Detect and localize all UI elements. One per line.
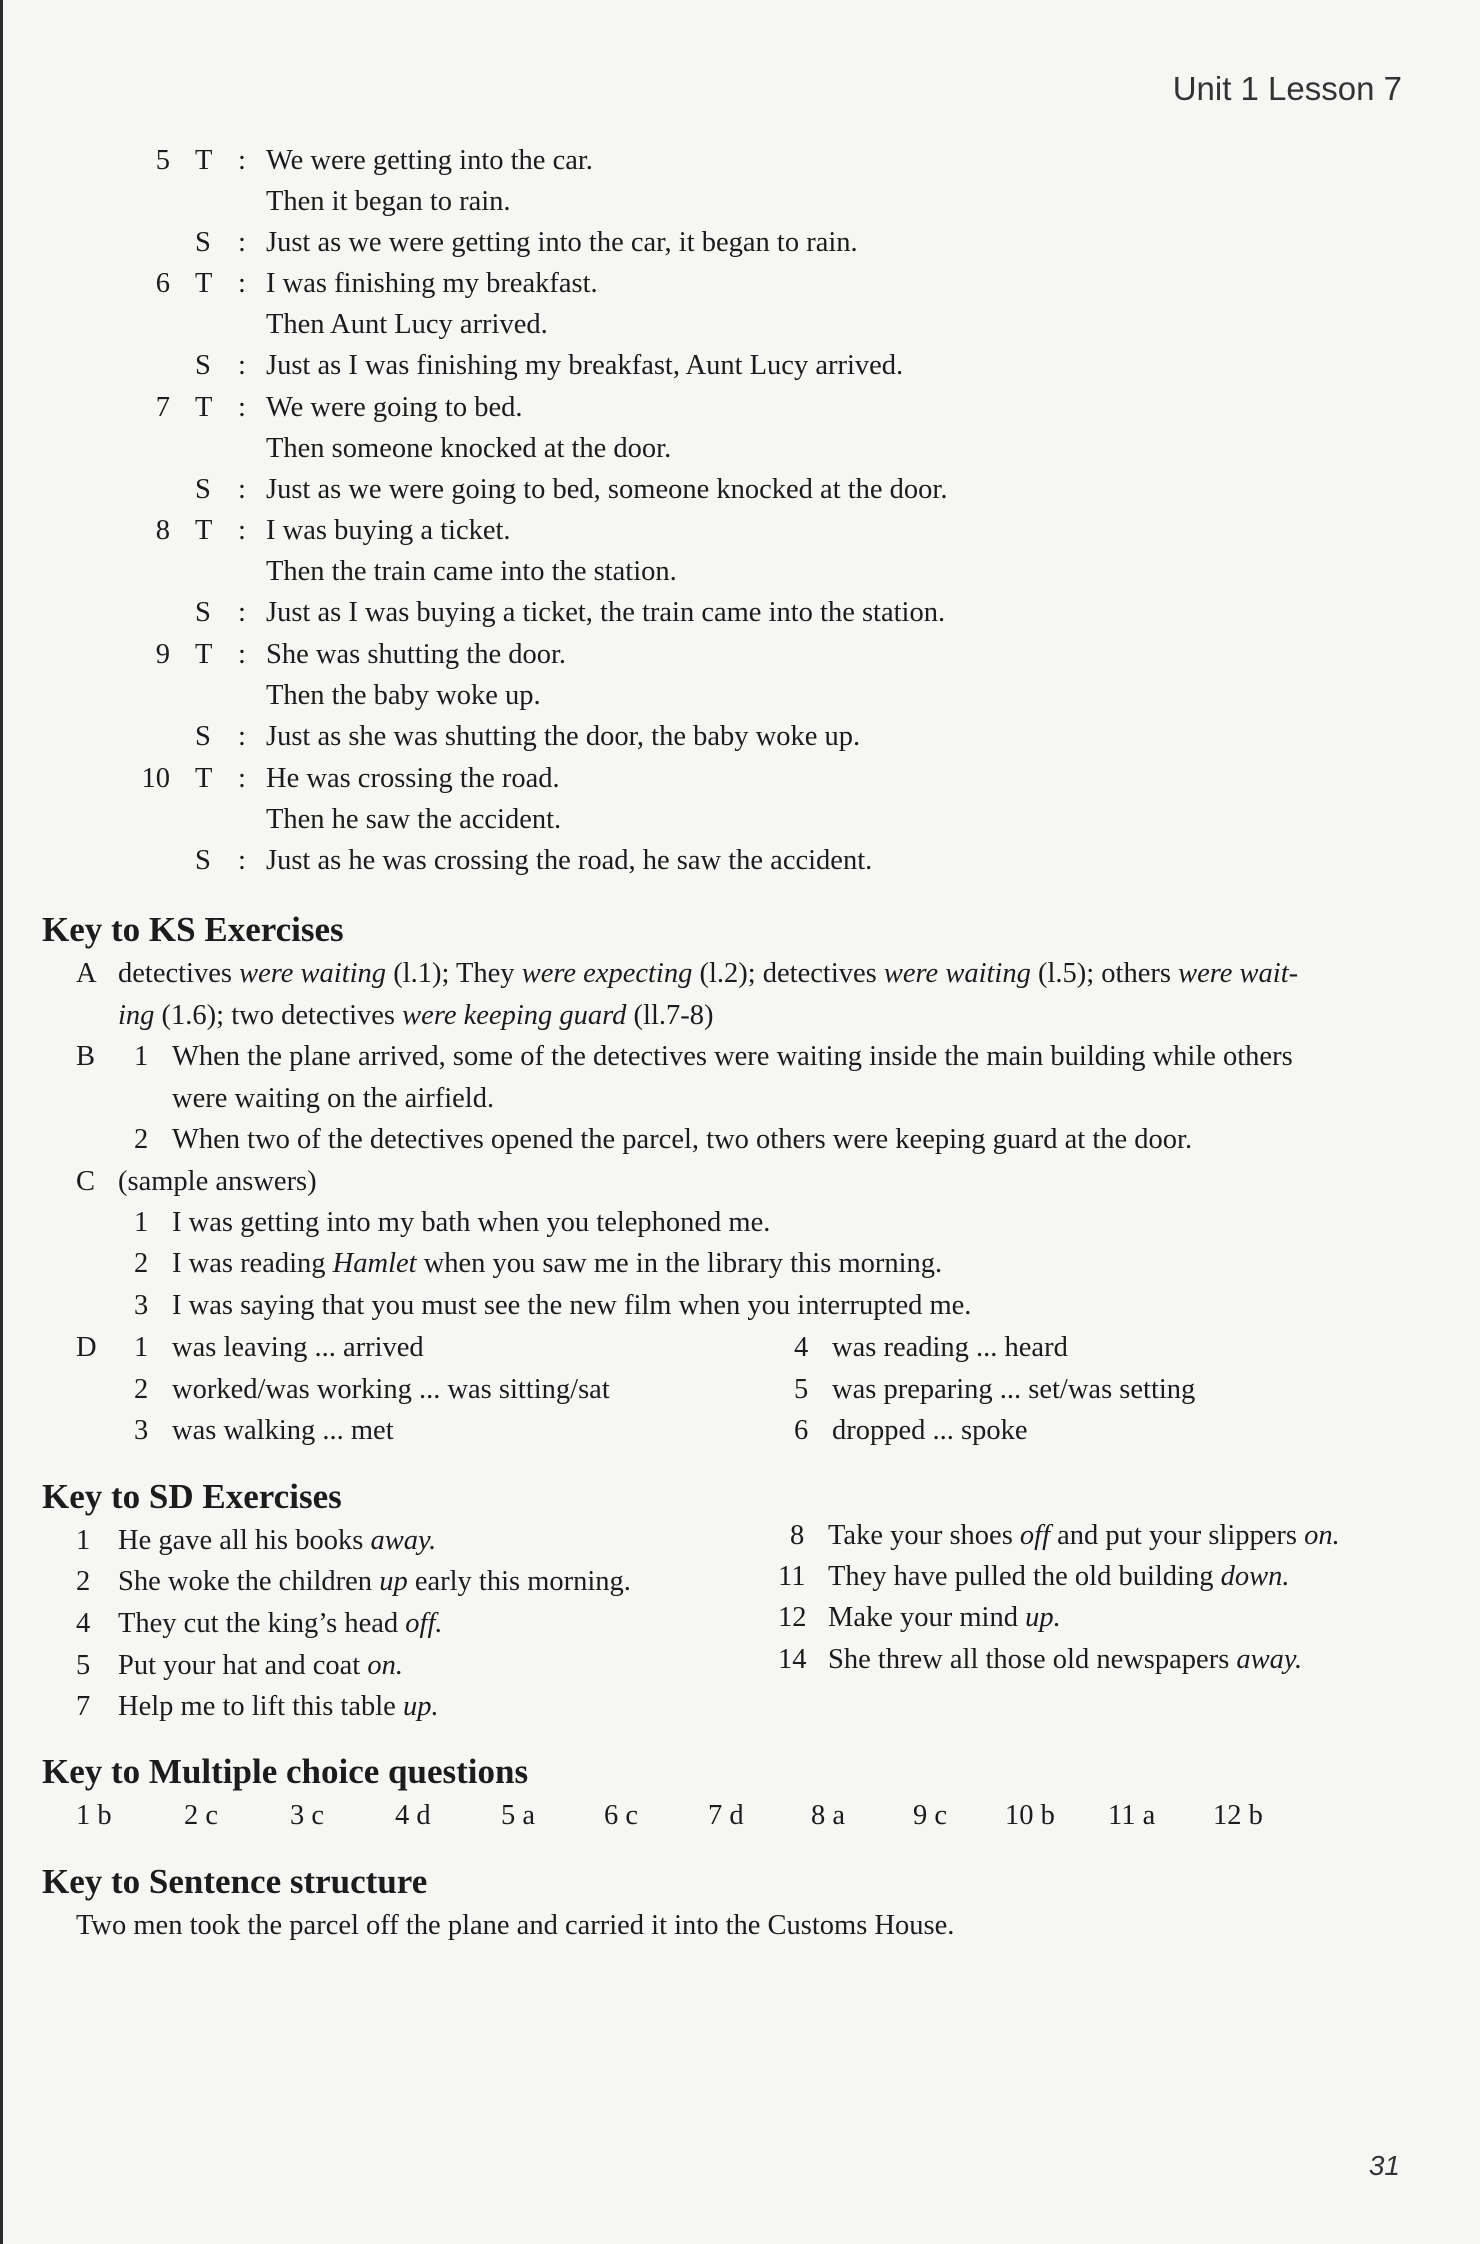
- mcq-answer: 10 b: [1005, 1800, 1055, 1831]
- ks-c2-part: I was reading: [172, 1248, 333, 1279]
- drill-text: Just as I was buying a ticket, the train came into the station.: [266, 597, 946, 628]
- sd-answer: [118, 1608, 443, 1640]
- drill-text: She was shutting the door.: [266, 639, 567, 670]
- sd-number: 4: [76, 1608, 91, 1639]
- sd-text: early this morning.: [407, 1566, 631, 1597]
- drill-role: S: [195, 227, 211, 258]
- ks-c-note: (sample answers): [118, 1166, 317, 1197]
- ks-a-italic: were waiting: [239, 958, 387, 989]
- ks-b1-number: 1: [134, 1041, 149, 1072]
- sd-heading: Key to SD Exercises: [42, 1477, 342, 1516]
- sd-italic: up.: [1025, 1602, 1061, 1633]
- drill-role: T: [195, 639, 213, 670]
- sd-number: 8: [790, 1520, 805, 1551]
- sd-text: He gave all his books: [118, 1525, 371, 1556]
- ks-a-text: (l.2); detectives: [692, 958, 884, 989]
- drill-line: [0, 763, 1100, 804]
- ks-d-answer: was walking ... met: [172, 1415, 394, 1446]
- mcq-answer: 2 c: [184, 1800, 219, 1831]
- ks-a-italic: were expecting: [521, 958, 693, 989]
- drill-text: Then the baby woke up.: [266, 680, 541, 711]
- sd-answer: [118, 1566, 631, 1598]
- ks-d-answer: was reading ... heard: [832, 1332, 1068, 1363]
- sd-text: and put your slippers: [1050, 1520, 1305, 1551]
- drill-role: S: [195, 597, 211, 628]
- drill-text: Just as we were going to bed, someone knocked at the door.: [266, 474, 948, 505]
- ks-a-italic: ing: [118, 1000, 155, 1031]
- sd-italic: up: [379, 1566, 408, 1597]
- mcq-answer: 9 c: [913, 1800, 948, 1831]
- ks-d-answer: was leaving ... arrived: [172, 1332, 424, 1363]
- mcq-answer: 3 c: [290, 1800, 325, 1831]
- ks-d-number: 4: [794, 1332, 809, 1363]
- mcq-answer: 6 c: [604, 1800, 639, 1831]
- sd-number: 12: [778, 1602, 807, 1633]
- drill-line: [0, 145, 1100, 186]
- drill-text: We were going to bed.: [266, 392, 523, 423]
- drill-colon: :: [238, 350, 246, 381]
- sd-answer: [118, 1691, 439, 1723]
- drill-line: [0, 350, 1100, 391]
- drill-line: [0, 433, 1100, 474]
- sd-text: Help me to lift this table: [118, 1691, 403, 1722]
- drill-colon: :: [238, 474, 246, 505]
- drill-role: T: [195, 145, 213, 176]
- ks-d-number: 6: [794, 1415, 809, 1446]
- mcq-answer: 12 b: [1213, 1800, 1263, 1831]
- sd-number: 2: [76, 1566, 91, 1597]
- page-header: Unit 1 Lesson 7: [1172, 70, 1402, 107]
- mcq-answer: 5 a: [501, 1800, 536, 1831]
- ks-c3-text: I was saying that you must see the new film when you interrupted me.: [172, 1290, 972, 1321]
- ks-c1-text: I was getting into my bath when you telephoned me.: [172, 1207, 771, 1238]
- drill-text: Then he saw the accident.: [266, 804, 562, 835]
- sd-italic: down.: [1220, 1561, 1290, 1592]
- sd-number: 11: [778, 1561, 806, 1592]
- drill-role: T: [195, 268, 213, 299]
- drill-number: 6: [155, 268, 170, 299]
- mcq-answer: 8 a: [811, 1800, 846, 1831]
- drill-line: [0, 309, 1100, 350]
- drill-line: [0, 268, 1100, 309]
- drill-colon: :: [238, 639, 246, 670]
- sd-text: Put your hat and coat: [118, 1650, 368, 1681]
- ks-a-text: (ll.7-8): [626, 1000, 714, 1031]
- ks-a-text: (l.5); others: [1030, 958, 1179, 989]
- structure-heading: Key to Sentence structure: [42, 1862, 428, 1901]
- drill-text: Then someone knocked at the door.: [266, 433, 672, 464]
- drill-text: Then the train came into the station.: [266, 556, 677, 587]
- ks-a-italic: were waiting: [883, 958, 1031, 989]
- ks-c3-number: 3: [134, 1290, 149, 1321]
- drill-text: I was finishing my breakfast.: [266, 268, 598, 299]
- drill-number: 10: [141, 763, 170, 794]
- drill-line: [0, 515, 1100, 556]
- ks-a-italic: were wait-: [1178, 958, 1299, 989]
- drill-text: He was crossing the road.: [266, 763, 560, 794]
- sd-answer: [828, 1602, 1061, 1634]
- ks-d-number: 5: [794, 1374, 809, 1405]
- sd-answer: [828, 1561, 1289, 1593]
- drill-colon: :: [238, 515, 246, 546]
- drill-text: I was buying a ticket.: [266, 515, 511, 546]
- page-number: 31: [1368, 2150, 1400, 2181]
- drill-colon: :: [238, 763, 246, 794]
- sd-text: Take your shoes: [828, 1520, 1020, 1551]
- drill-line: [0, 639, 1100, 680]
- sd-number: 7: [76, 1691, 91, 1722]
- sd-italic: off: [1019, 1520, 1051, 1551]
- sd-number: 14: [778, 1644, 807, 1675]
- sd-italic: off.: [405, 1608, 443, 1639]
- drill-text: Just as I was finishing my breakfast, Aunt Lucy arrived.: [266, 350, 904, 381]
- drill-line: [0, 804, 1100, 845]
- drill-colon: :: [238, 145, 246, 176]
- drill-text: Just as he was crossing the road, he saw the accident.: [266, 845, 873, 876]
- drill-line: [0, 474, 1100, 515]
- sd-text: She threw all those old newspapers: [828, 1644, 1237, 1675]
- sd-italic: away.: [370, 1525, 437, 1556]
- ks-a-line-1: [118, 958, 1298, 990]
- drill-number: 9: [155, 639, 170, 670]
- sd-italic: on.: [367, 1650, 403, 1681]
- drill-text: Then Aunt Lucy arrived.: [266, 309, 548, 340]
- ks-heading: Key to KS Exercises: [42, 910, 344, 949]
- ks-c1-number: 1: [134, 1207, 149, 1238]
- ks-d-label: D: [76, 1332, 97, 1363]
- drill-line: [0, 721, 1100, 762]
- mcq-answer: 4 d: [395, 1800, 431, 1831]
- ks-a-line-2: [118, 1000, 713, 1032]
- ks-d-number: 2: [134, 1374, 149, 1405]
- sd-answer: [118, 1650, 403, 1682]
- ks-a-italic: were keeping guard: [402, 1000, 627, 1031]
- drill-role: T: [195, 392, 213, 423]
- mcq-answer: 1 b: [76, 1800, 112, 1831]
- sd-italic: on.: [1304, 1520, 1340, 1551]
- drill-line: [0, 680, 1100, 721]
- ks-c-label: C: [76, 1166, 96, 1197]
- ks-a-text: (1.6); two detectives: [154, 1000, 403, 1031]
- ks-b2-number: 2: [134, 1124, 149, 1155]
- ks-a-text: (l.1); They: [386, 958, 522, 989]
- ks-d-answer: was preparing ... set/was setting: [832, 1374, 1196, 1405]
- drill-line: [0, 845, 1100, 886]
- drill-colon: :: [238, 227, 246, 258]
- sd-italic: away.: [1236, 1644, 1303, 1675]
- drill-text: We were getting into the car.: [266, 145, 593, 176]
- ks-b-label: B: [76, 1041, 96, 1072]
- sd-text: They have pulled the old building: [828, 1561, 1221, 1592]
- drill-role: T: [195, 515, 213, 546]
- ks-a-text: detectives: [118, 958, 240, 989]
- drill-role: S: [195, 845, 211, 876]
- drill-role: S: [195, 350, 211, 381]
- drill-line: [0, 556, 1100, 597]
- ks-b2-text: When two of the detectives opened the parcel, two others were keeping guard at the door.: [172, 1124, 1193, 1155]
- sd-text: She woke the children: [118, 1566, 380, 1597]
- drill-role: S: [195, 474, 211, 505]
- structure-answer: Two men took the parcel off the plane and carried it into the Customs House.: [76, 1910, 955, 1941]
- drill-line: [0, 227, 1100, 268]
- sd-text: Make your mind: [828, 1602, 1026, 1633]
- ks-d-number: 1: [134, 1332, 149, 1363]
- drill-text: Then it began to rain.: [266, 186, 511, 217]
- mcq-heading: Key to Multiple choice questions: [42, 1752, 529, 1791]
- sd-answer: [828, 1520, 1340, 1552]
- drill-colon: :: [238, 392, 246, 423]
- ks-d-number: 3: [134, 1415, 149, 1446]
- drill-role: S: [195, 721, 211, 752]
- drill-colon: :: [238, 597, 246, 628]
- drill-role: T: [195, 763, 213, 794]
- sd-text: They cut the king’s head: [118, 1608, 406, 1639]
- drill-number: 8: [155, 515, 170, 546]
- drill-colon: :: [238, 268, 246, 299]
- drill-number: 5: [155, 145, 170, 176]
- ks-b1-line-2: were waiting on the airfield.: [172, 1083, 495, 1114]
- ks-d-answer: worked/was working ... was sitting/sat: [172, 1374, 610, 1405]
- ks-c2-part: when you saw me in the library this morning.: [416, 1248, 943, 1279]
- drill-colon: :: [238, 721, 246, 752]
- sd-number: 1: [76, 1525, 91, 1556]
- sd-italic: up.: [402, 1691, 439, 1722]
- sd-answer: [118, 1525, 436, 1557]
- sd-number: 5: [76, 1650, 91, 1681]
- drill-text: Just as we were getting into the car, it began to rain.: [266, 227, 858, 258]
- ks-c2-text: [172, 1248, 942, 1280]
- drill-line: [0, 186, 1100, 227]
- drill-text: Just as she was shutting the door, the baby woke up.: [266, 721, 861, 752]
- sd-answer: [828, 1644, 1302, 1676]
- mcq-answer: 11 a: [1108, 1800, 1156, 1831]
- drill-colon: :: [238, 845, 246, 876]
- ks-b1-line-1: When the plane arrived, some of the detectives were waiting inside the main building while others: [172, 1041, 1293, 1072]
- ks-d-answer: dropped ... spoke: [832, 1415, 1028, 1446]
- ks-a-label: A: [76, 958, 97, 989]
- drill-line: [0, 392, 1100, 433]
- drill-number: 7: [155, 392, 170, 423]
- drill-line: [0, 597, 1100, 638]
- mcq-answer: 7 d: [708, 1800, 744, 1831]
- ks-c2-italic: Hamlet: [332, 1248, 417, 1279]
- ks-c2-number: 2: [134, 1248, 149, 1279]
